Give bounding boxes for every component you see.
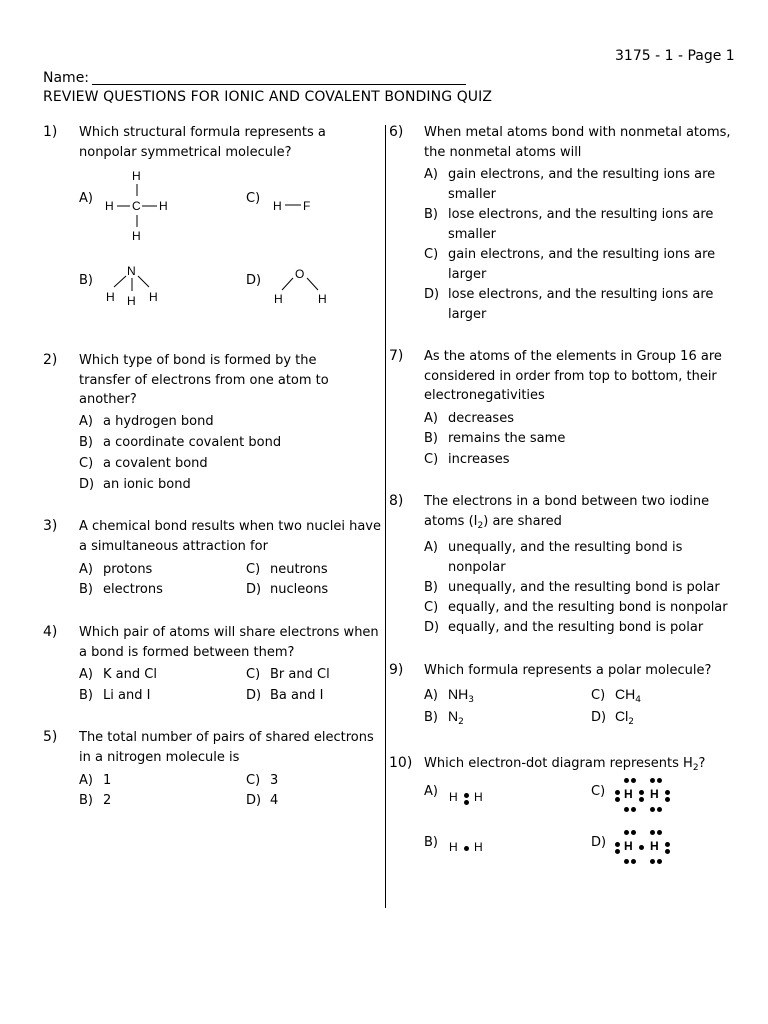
q7-option-a[interactable]: A) decreases [424, 411, 514, 426]
q1-number: 1) [43, 124, 58, 140]
q7-option-b[interactable]: B) remains the same [424, 431, 566, 446]
q4-number: 4) [43, 624, 58, 640]
svg-text:H: H [127, 294, 136, 308]
q10-number: 10) [389, 755, 413, 771]
svg-text:O: O [295, 267, 305, 281]
q9-option-b[interactable]: B) $N_2$ [424, 708, 464, 727]
q10-option-c-letter[interactable]: C) [591, 784, 606, 799]
q5-option-a[interactable]: A) 1 [79, 773, 112, 788]
q1-option-d-letter[interactable]: D) [246, 273, 262, 288]
svg-text:H: H [106, 290, 115, 304]
svg-text:H: H [132, 229, 141, 243]
q9-number: 9) [389, 662, 404, 678]
q1-option-c-structure [270, 195, 320, 215]
q5-option-b[interactable]: B) 2 [79, 793, 112, 808]
svg-text:H: H [105, 199, 114, 213]
q4-option-c[interactable]: C) Br and Cl [246, 667, 330, 682]
q7-text: As the atoms of the elements in Group 16 are considered in order from top to bottom, their electronegativities [424, 349, 722, 403]
q1-option-d-structure [270, 263, 335, 308]
q3-option-b[interactable]: B) electrons [79, 582, 163, 597]
q8-number: 8) [389, 493, 404, 509]
q9-option-d[interactable]: D) $Cl_2$ [591, 708, 634, 727]
q1-option-a-structure [100, 165, 180, 245]
q2-number: 2) [43, 352, 58, 368]
q6-option-b[interactable]: B) lose electrons, and the resulting ions are smaller [424, 207, 714, 242]
q1-option-b-structure [102, 260, 167, 310]
q10-option-d-diagram: H H [614, 830, 674, 864]
q2-option-c[interactable]: C) a covalent bond [79, 456, 208, 471]
q8-option-d[interactable]: D) equally, and the resulting bond is polar [424, 620, 704, 635]
q6-option-a[interactable]: A) gain electrons, and the resulting ions are smaller [424, 167, 716, 202]
q3-number: 3) [43, 518, 58, 534]
q10-option-a-diagram: H H [449, 790, 483, 804]
q2-option-d[interactable]: D) an ionic bond [79, 477, 191, 492]
q3-option-a[interactable]: A) protons [79, 562, 153, 577]
q2-text: Which type of bond is formed by the transfer of electrons from one atom to another? [79, 353, 329, 407]
q9-text: Which formula represents a polar molecule? [424, 663, 712, 678]
q6-number: 6) [389, 124, 404, 140]
svg-text:H: H [149, 290, 158, 304]
name-label: Name: [43, 70, 90, 86]
q10-text: Which electron-dot diagram represents $H_2$? [424, 756, 706, 773]
q1-option-b-letter[interactable]: B) [79, 273, 93, 288]
page-title: REVIEW QUESTIONS FOR IONIC AND COVALENT BONDING QUIZ [43, 89, 493, 105]
page-id: 3175 - 1 - Page 1 [615, 48, 735, 64]
q3-option-d[interactable]: D) nucleons [246, 582, 329, 597]
q10-option-b-diagram: H H [449, 840, 483, 854]
q1-text: Which structural formula represents a nonpolar symmetrical molecule? [79, 125, 326, 160]
q8-option-b[interactable]: B) unequally, and the resulting bond is polar [424, 580, 720, 595]
svg-text:F: F [303, 199, 311, 213]
q9-option-c[interactable]: C) $CH_4$ [591, 686, 641, 705]
q6-option-c[interactable]: C) gain electrons, and the resulting ions are larger [424, 247, 716, 282]
name-input-line[interactable] [92, 84, 466, 85]
svg-text:H: H [273, 199, 282, 213]
q4-text: Which pair of atoms will share electrons when a bond is formed between them? [79, 625, 379, 660]
svg-text:H: H [159, 199, 168, 213]
q8-option-a[interactable]: A) unequally, and the resulting bond is nonpolar [424, 540, 683, 575]
q9-option-a[interactable]: A) $NH_3$ [424, 686, 474, 705]
q2-option-a[interactable]: A) a hydrogen bond [79, 414, 214, 429]
q7-number: 7) [389, 348, 404, 364]
svg-text:H: H [274, 292, 283, 306]
q8-option-c[interactable]: C) equally, and the resulting bond is nonpolar [424, 600, 728, 615]
electron-dot [464, 793, 469, 798]
electron-dot [464, 846, 469, 851]
q4-option-a[interactable]: A) K and Cl [79, 667, 157, 682]
q3-option-c[interactable]: C) neutrons [246, 562, 328, 577]
q10-option-c-diagram: H H [614, 778, 674, 812]
q6-text: When metal atoms bond with nonmetal atoms, the nonmetal atoms will [424, 125, 731, 160]
q4-option-b[interactable]: B) Li and I [79, 688, 151, 703]
q5-option-d[interactable]: D) 4 [246, 793, 279, 808]
q10-option-b-letter[interactable]: B) [424, 835, 438, 850]
svg-text:H: H [132, 169, 141, 183]
svg-text:H: H [318, 292, 327, 306]
q5-text: The total number of pairs of shared electrons in a nitrogen molecule is [79, 730, 374, 765]
q7-option-c[interactable]: C) increases [424, 452, 510, 467]
q10-option-d-letter[interactable]: D) [591, 835, 607, 850]
q1-option-c-letter[interactable]: C) [246, 191, 261, 206]
q10-option-a-letter[interactable]: A) [424, 784, 438, 799]
q2-option-b[interactable]: B) a coordinate covalent bond [79, 435, 282, 450]
q4-option-d[interactable]: D) Ba and I [246, 688, 324, 703]
electron-dot [464, 800, 469, 805]
q3-text: A chemical bond results when two nuclei have a simultaneous attraction for [79, 519, 381, 554]
column-divider [385, 125, 386, 908]
svg-text:N: N [127, 264, 136, 278]
svg-text:C: C [132, 199, 141, 213]
q5-option-c[interactable]: C) 3 [246, 773, 279, 788]
q8-text: The electrons in a bond between two iodine atoms $(I_2)$ are shared [424, 494, 710, 531]
q6-option-d[interactable]: D) lose electrons, and the resulting ions are larger [424, 287, 714, 322]
q5-number: 5) [43, 729, 58, 745]
q1-option-a-letter[interactable]: A) [79, 191, 93, 206]
